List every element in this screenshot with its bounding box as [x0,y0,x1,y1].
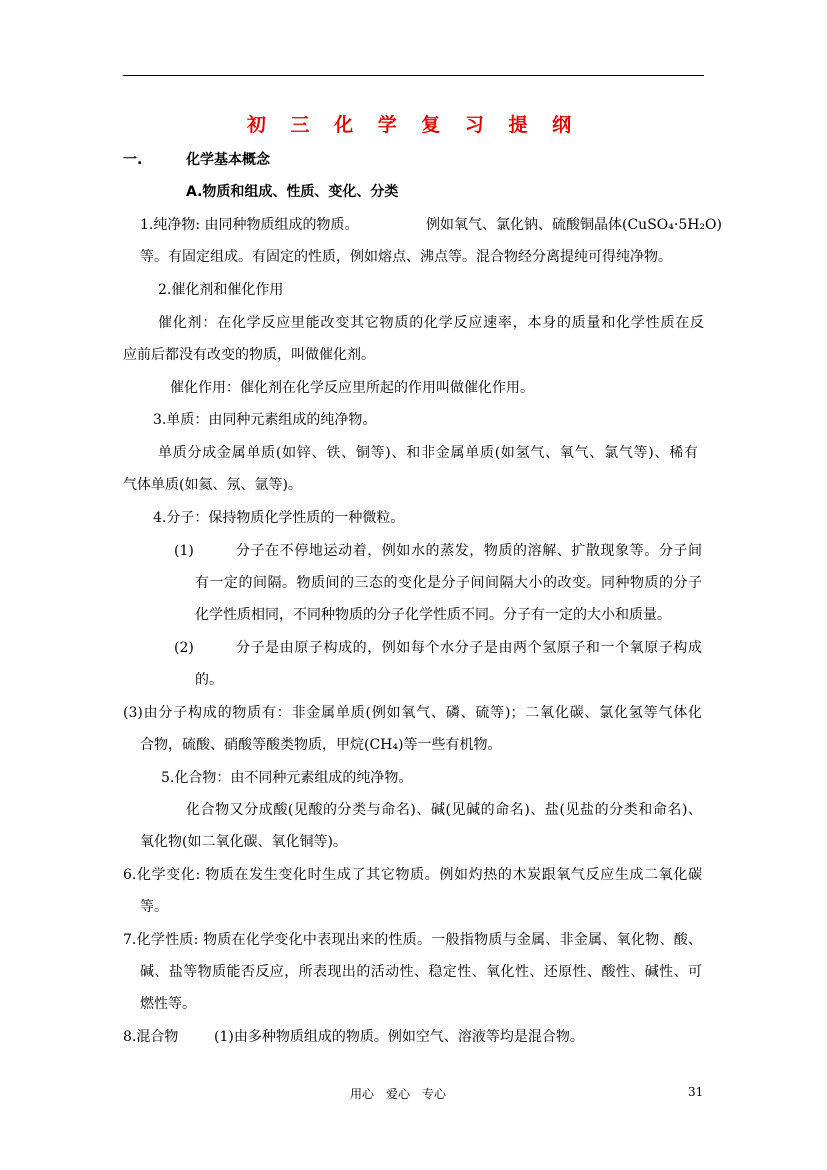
paragraph-line: 催化作用：催化剂在化学反应里所起的作用叫做催化作用。 [170,380,534,396]
footer-motto: 用心 爱心 专心 [350,1087,447,1101]
paragraph-line: 燃性等。 [140,996,196,1012]
paragraph-line: 氧化物(如二氧化碳、氧化铜等)。 [140,834,347,850]
paragraph-line: 分子在不停地运动着，例如水的蒸发，物质的溶解、扩散现象等。分子间 [236,543,702,559]
paragraph-line: 碱、盐等物质能否反应，所表现出的活动性、稳定性、氧化性、还原性、酸性、碱性、可 [140,964,702,980]
paragraph-line: 5.化合物：由不同种元素组成的纯净物。 [161,770,413,786]
paragraph-line: 8.混合物 [123,1029,179,1045]
section-number: 一. [123,152,143,168]
paragraph-line: 的。 [195,672,223,688]
paragraph-line: 应前后都没有改变的物质，叫做催化剂。 [123,347,375,363]
paragraph-line: 4.分子：保持物质化学性质的一种微粒。 [153,510,405,526]
list-marker: (1) [174,543,194,559]
paragraph-line: 有一定的间隔。物质间的三态的变化是分子间间隔大小的改变。同种物质的分子 [195,575,702,591]
paragraph-line: 3.单质：由同种元素组成的纯净物。 [153,412,377,428]
paragraph-line: 合物，硫酸、硝酸等酸类物质，甲烷(CH₄)等一些有机物。 [140,737,502,753]
paragraph-line: 单质分成金属单质(如锌、铁、铜等)、和非金属单质(如氢气、氧气、氯气等)、稀有 [158,445,698,461]
paragraph-line: 气体单质(如氦、氖、氩等)。 [123,477,302,493]
paragraph-line: 等。有固定组成。有固定的性质，例如熔点、沸点等。混合物经分离提纯可得纯净物。 [140,249,672,265]
paragraph-line: 6.化学变化: 物质在发生变化时生成了其它物质。例如灼热的木炭跟氧气反应生成二氧化碳 [123,867,702,883]
list-marker: (2) [174,640,194,656]
paragraph-line: 例如氧气、氯化钠、硫酸铜晶体(CuSO₄·5H₂O) [426,217,722,233]
paragraph-line: 2.催化剂和催化作用 [158,282,284,298]
paragraph-line: (3)由分子构成的物质有：非金属单质(例如氧气、磷、硫等)；二氧化碳、氯化氢等气体化 [123,705,702,721]
paragraph-line: 1.纯净物: 由同种物质组成的物质。 [140,217,359,233]
paragraph-line: 7.化学性质: 物质在化学变化中表现出来的性质。一般指物质与金属、非金属、氧化物、酸、 [123,932,702,948]
header-rule [123,75,704,76]
paragraph-line: 等。 [140,899,168,915]
paragraph-line: (1)由多种物质组成的物质。例如空气、溶液等均是混合物。 [214,1029,584,1045]
page-number: 31 [688,1085,704,1099]
paragraph-line: 分子是由原子构成的，例如每个水分子是由两个氢原子和一个氧原子构成 [236,640,702,656]
paragraph-line: 化合物又分成酸(见酸的分类与命名)、碱(见碱的命名)、盐(见盐的分类和命名)、 [186,802,702,818]
paragraph-line: 催化剂：在化学反应里能改变其它物质的化学反应速率，本身的质量和化学性质在反 [158,315,704,331]
subsection-heading: A.物质和组成、性质、变化、分类 [186,184,399,200]
section-heading: 化学基本概念 [186,152,270,168]
page-title: 初 三 化 学 复 习 提 纲 [246,114,581,136]
paragraph-line: 化学性质相同，不同种物质的分子化学性质不同。分子有一定的大小和质量。 [195,607,671,623]
